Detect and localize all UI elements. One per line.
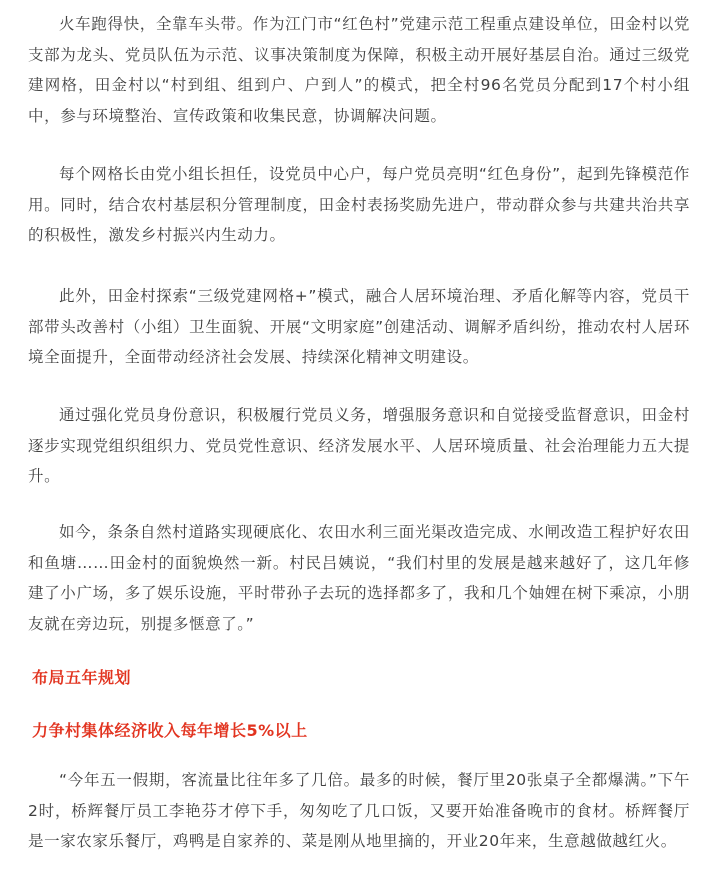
section-heading-income-growth: 力争村集体经济收入每年增长5%以上 <box>32 721 308 740</box>
section-heading-five-year-plan: 布局五年规划 <box>32 668 132 687</box>
paragraph-grid-leaders: 每个网格长由党小组长担任，设党员中心户，每户党员亮明“红色身份”，起到先锋模范作用。同时，结合农村基层积分管理制度，田金村表扬奖励先进户，带动群众参与共建共治共享的积极性，激发乡村振兴内生动力。 <box>28 165 690 244</box>
paragraph-restaurant: “今年五一假期，客流量比往年多了几倍。最多的时候，餐厅里20张桌子全都爆满。”下午2时，桥辉餐厅员工李艳芬才停下手，匆匆吃了几口饭，又要开始准备晚市的食材。桥辉餐厅是一家农家乐餐厅，鸡鸭是自家养的、菜是刚从地里摘的，开业20年来，生意越做越红火。 <box>28 771 690 850</box>
paragraph-party-leadership: 火车跑得快，全靠车头带。作为江门市“红色村”党建示范工程重点建设单位，田金村以党支部为龙头、党员队伍为示范、议事决策制度为保障，积极主动开展好基层自治。通过三级党建网格，田金村以“村到组、组到户、户到人”的模式，把全村96名党员分配到17个村小组中，参与环境整治、宣传政策和收集民意，协调解决问题。 <box>28 15 690 125</box>
paragraph-village-changes: 如今，条条自然村道路实现硬底化、农田水利三面光渠改造完成、水闸改造工程护好农田和鱼塘……田金村的面貌焕然一新。村民吕姨说，“我们村里的发展是越来越好了，这几年修建了小广场，多了娱乐设施，平时带孙子去玩的选择都多了，我和几个妯娌在树下乘凉，小朋友就在旁边玩，别提多惬意了。” <box>28 523 690 633</box>
paragraph-party-awareness: 通过强化党员身份意识，积极履行党员义务，增强服务意识和自觉接受监督意识，田金村逐步实现党组织组织力、党员党性意识、经济发展水平、人居环境质量、社会治理能力五大提升。 <box>28 406 690 485</box>
paragraph-grid-model: 此外，田金村探索“三级党建网格+”模式，融合人居环境治理、矛盾化解等内容，党员干部带头改善村（小组）卫生面貌、开展“文明家庭”创建活动、调解矛盾纠纷，推动农村人居环境全面提升，全面带动经济社会发展、持续深化精神文明建设。 <box>28 287 690 366</box>
